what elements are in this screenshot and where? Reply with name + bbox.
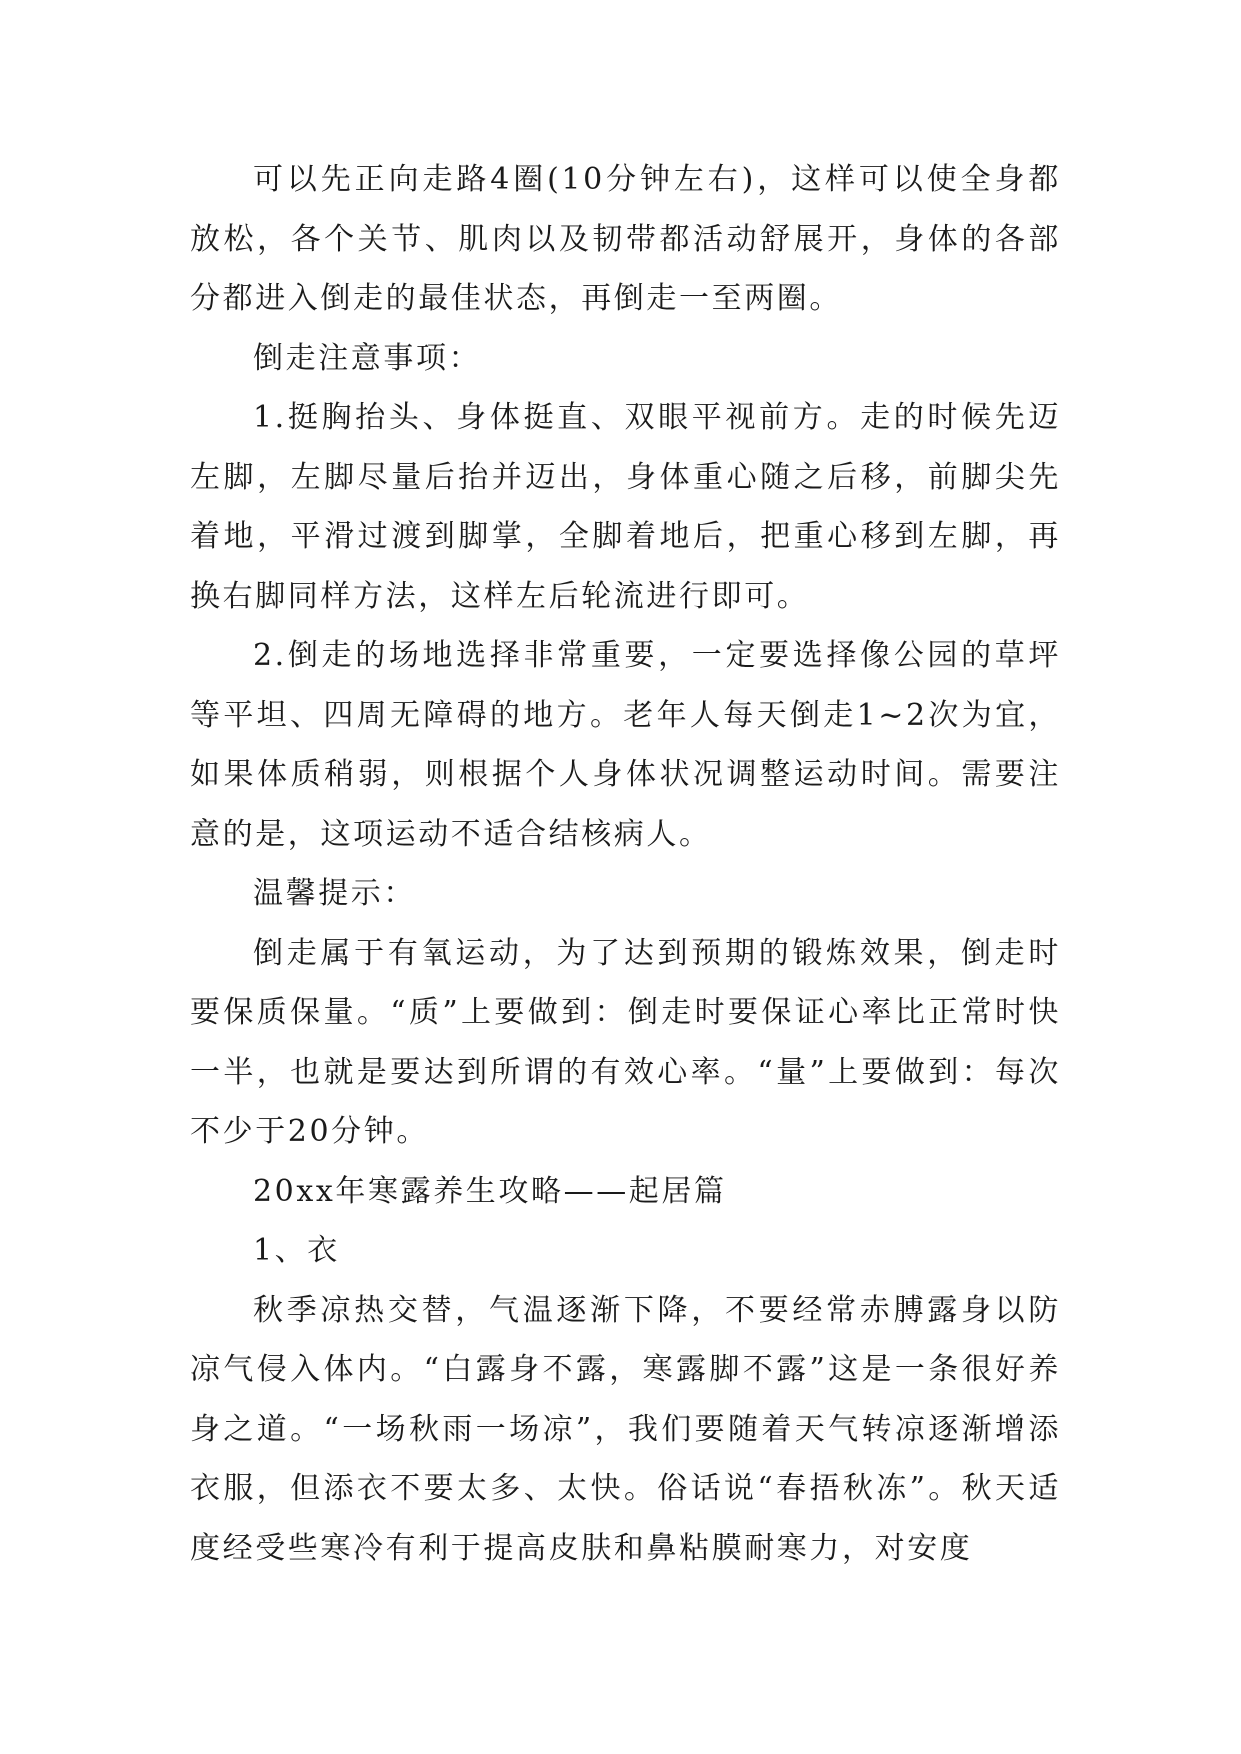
paragraph-warmup: 可以先正向走路4圈(10分钟左右)，这样可以使全身都放松，各个关节、肌肉以及韧带都活动舒展开，身体的各部分都进入倒走的最佳状态，再倒走一至两圈。 [190,162,1061,316]
subheading-clothing: 1、衣 [253,1233,340,1268]
paragraph-note-1: 1.挺胸抬头、身体挺直、双眼平视前方。走的时候先迈左脚，左脚尽量后抬并迈出，身体重心随之后移，前脚尖先着地，平滑过渡到脚掌，全脚着地后，把重心移到左脚，再换右脚同样方法，这样左后轮流进行即可。 [190,400,1061,614]
heading-backward-walking-notes: 倒走注意事项： [253,340,482,376]
section-title-living: 20xx年寒露养生攻略——起居篇 [253,1173,727,1209]
paragraph-note-2: 2.倒走的场地选择非常重要，一定要选择像公园的草坪等平坦、四周无障碍的地方。老年人每天倒走1~2次为宜，如果体质稍弱，则根据个人身体状况调整运动时间。需要注意的是，这项运动不适合结核病人。 [190,638,1061,852]
paragraph-warm-tips: 倒走属于有氧运动，为了达到预期的锻炼效果，倒走时要保质保量。“质”上要做到：倒走时要保证心率比正常时快一半，也就是要达到所谓的有效心率。“量”上要做到：每次不少于20分钟。 [190,935,1061,1149]
paragraph-clothing: 秋季凉热交替，气温逐渐下降，不要经常赤膊露身以防凉气侵入体内。“白露身不露，寒露脚不露”这是一条很好养身之道。“一场秋雨一场凉”，我们要随着天气转凉逐渐增添衣服，但添衣不要太多、太快。俗话说“春捂秋冻”。秋天适度经受些寒冷有利于提高皮肤和鼻粘膜耐寒力，对安度 [190,1292,1061,1566]
heading-warm-tips: 温馨提示： [253,876,416,911]
